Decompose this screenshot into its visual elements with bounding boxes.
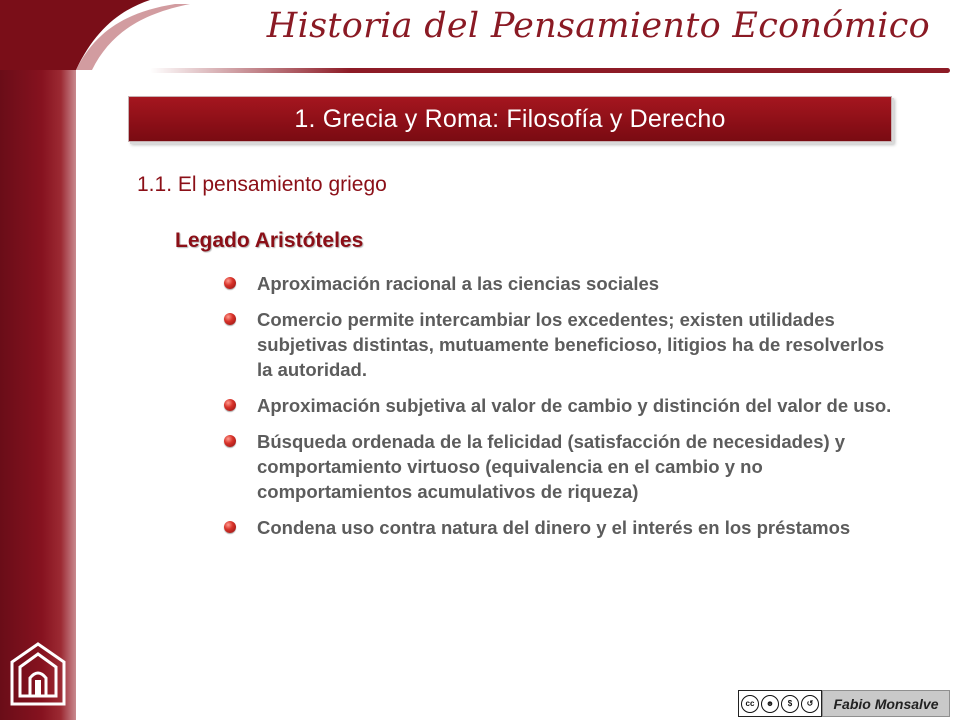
header-divider bbox=[150, 68, 950, 73]
license-badge[interactable] bbox=[738, 690, 822, 717]
bullet-icon bbox=[224, 399, 236, 411]
by-icon: ☻ bbox=[761, 695, 779, 713]
university-logo-icon bbox=[8, 640, 68, 708]
side-band bbox=[0, 0, 76, 720]
list-item bbox=[222, 307, 892, 382]
legado-heading: Legado Aristóteles bbox=[175, 229, 364, 252]
list-item bbox=[222, 393, 892, 418]
subsection-title: 1.1. El pensamiento griego bbox=[137, 173, 387, 196]
bullet-text: Condena uso contra natura del dinero y el interés en los préstamos bbox=[257, 517, 851, 538]
bullet-icon bbox=[224, 277, 236, 289]
list-item bbox=[222, 429, 892, 504]
bullet-text: Comercio permite intercambiar los excedentes; existen utilidades subjetivas distintas, mutuamente beneficioso, litigios ha de resolverlos la autoridad. bbox=[257, 309, 885, 380]
bullet-list bbox=[222, 271, 892, 551]
list-item bbox=[222, 515, 892, 540]
bullet-icon bbox=[224, 313, 236, 325]
list-item bbox=[222, 271, 892, 296]
bullet-text: Búsqueda ordenada de la felicidad (satisfacción de necesidades) y comportamiento virtuoso (equivalencia en el cambio y no comportamientos acumulativos de riqueza) bbox=[257, 431, 846, 502]
section-title-box bbox=[128, 96, 892, 142]
author-name: Fabio Monsalve bbox=[822, 690, 950, 717]
bullet-icon bbox=[224, 435, 236, 447]
header-title: Historia del Pensamiento Económico bbox=[266, 6, 930, 46]
cc-icon: cc bbox=[741, 695, 759, 713]
sa-icon: ↺ bbox=[801, 695, 819, 713]
bullet-text: Aproximación racional a las ciencias sociales bbox=[257, 273, 660, 294]
nc-icon: $ bbox=[781, 695, 799, 713]
bullet-text: Aproximación subjetiva al valor de cambio y distinción del valor de uso. bbox=[257, 395, 892, 416]
section-title: 1. Grecia y Roma: Filosofía y Derecho bbox=[294, 104, 726, 133]
bullet-icon bbox=[224, 521, 236, 533]
